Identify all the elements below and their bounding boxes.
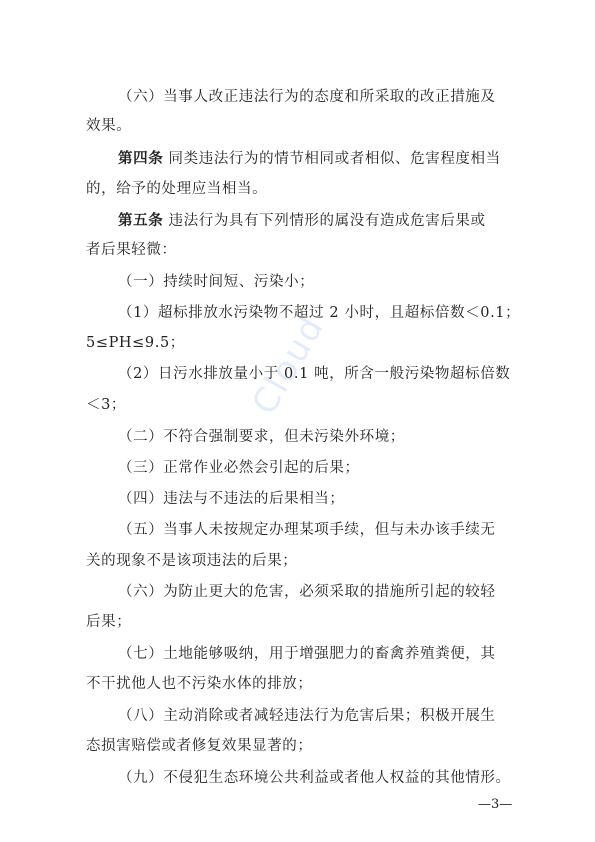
paragraph-text: 关的现象不是该项违法的后果；	[86, 553, 298, 569]
paragraph-line	[86, 395, 595, 415]
paragraph-text: （一）持续时间短、污染小；	[118, 274, 315, 290]
paragraph-text: 态损害赔偿或者修复效果显著的；	[86, 738, 313, 754]
paragraph-text: 的，给予的处理应当相当。	[86, 181, 268, 197]
paragraph-line	[86, 179, 595, 199]
paragraph-line	[118, 211, 595, 231]
paragraph-line	[86, 612, 595, 632]
paragraph-line	[118, 87, 595, 107]
paragraph-text: 效果。	[86, 118, 132, 134]
paragraph-text: （八）主动消除或者减轻违法行为危害后果；积极开展生	[118, 708, 496, 724]
paragraph-line	[118, 427, 595, 447]
paragraph-text: （2）日污水排放量小于 0.1 吨，所含一般污染物超标倍数	[118, 366, 511, 382]
paragraph-text: （二）不符合强制要求，但未污染外环境；	[118, 429, 405, 445]
paragraph-text: 后果；	[86, 614, 132, 630]
page-number: —3—	[478, 797, 513, 812]
paragraph-text: （九）不侵犯生态环境公共利益或者他人权益的其他情形。	[118, 770, 511, 786]
paragraph-text: 同类违法行为的情节相同或者相似、危害程度相当	[163, 151, 501, 167]
paragraph-text: （五）当事人未按规定办理某项手续，但与未办该手续无	[118, 522, 496, 538]
paragraph-line	[118, 520, 595, 540]
paragraph-line	[86, 333, 595, 353]
article-heading: 第四条	[118, 151, 164, 167]
paragraph-line	[118, 303, 595, 323]
paragraph-line	[118, 706, 595, 726]
paragraph-line	[86, 116, 595, 136]
paragraph-text: （四）违法与不违法的后果相当；	[118, 491, 345, 507]
paragraph-line	[118, 644, 595, 664]
paragraph-line	[118, 149, 595, 169]
paragraph-text: （六）为防止更大的危害，必须采取的措施所引起的较轻	[118, 584, 496, 600]
paragraph-text: （七）土地能够吸纳，用于增强肥力的畜禽养殖粪便，其	[118, 646, 496, 662]
paragraph-line	[118, 489, 595, 509]
paragraph-text: ＜3；	[86, 397, 127, 413]
paragraph-line	[118, 768, 595, 788]
paragraph-line	[118, 272, 595, 292]
paragraph-line	[86, 240, 595, 260]
paragraph-line	[118, 582, 595, 602]
paragraph-line	[118, 458, 595, 478]
paragraph-line	[86, 674, 595, 694]
watermark-text: Cloud	[244, 308, 333, 422]
paragraph-text: （六）当事人改正违法行为的态度和所采取的改正措施及	[118, 89, 496, 105]
paragraph-text: 违法行为具有下列情形的属没有造成危害后果或	[163, 213, 486, 229]
paragraph-line	[86, 551, 595, 571]
article-heading: 第五条	[118, 213, 164, 229]
paragraph-text: 者后果轻微：	[86, 242, 177, 258]
paragraph-text: （三）正常作业必然会引起的后果；	[118, 460, 360, 476]
paragraph-text: （1）超标排放水污染物不超过 2 小时，且超标倍数＜0.1；	[118, 305, 521, 321]
paragraph-line	[118, 364, 595, 384]
paragraph-text: 不干扰他人也不污染水体的排放；	[86, 676, 313, 692]
paragraph-text: 5≤PH≤9.5；	[86, 335, 185, 351]
paragraph-line	[86, 736, 595, 756]
